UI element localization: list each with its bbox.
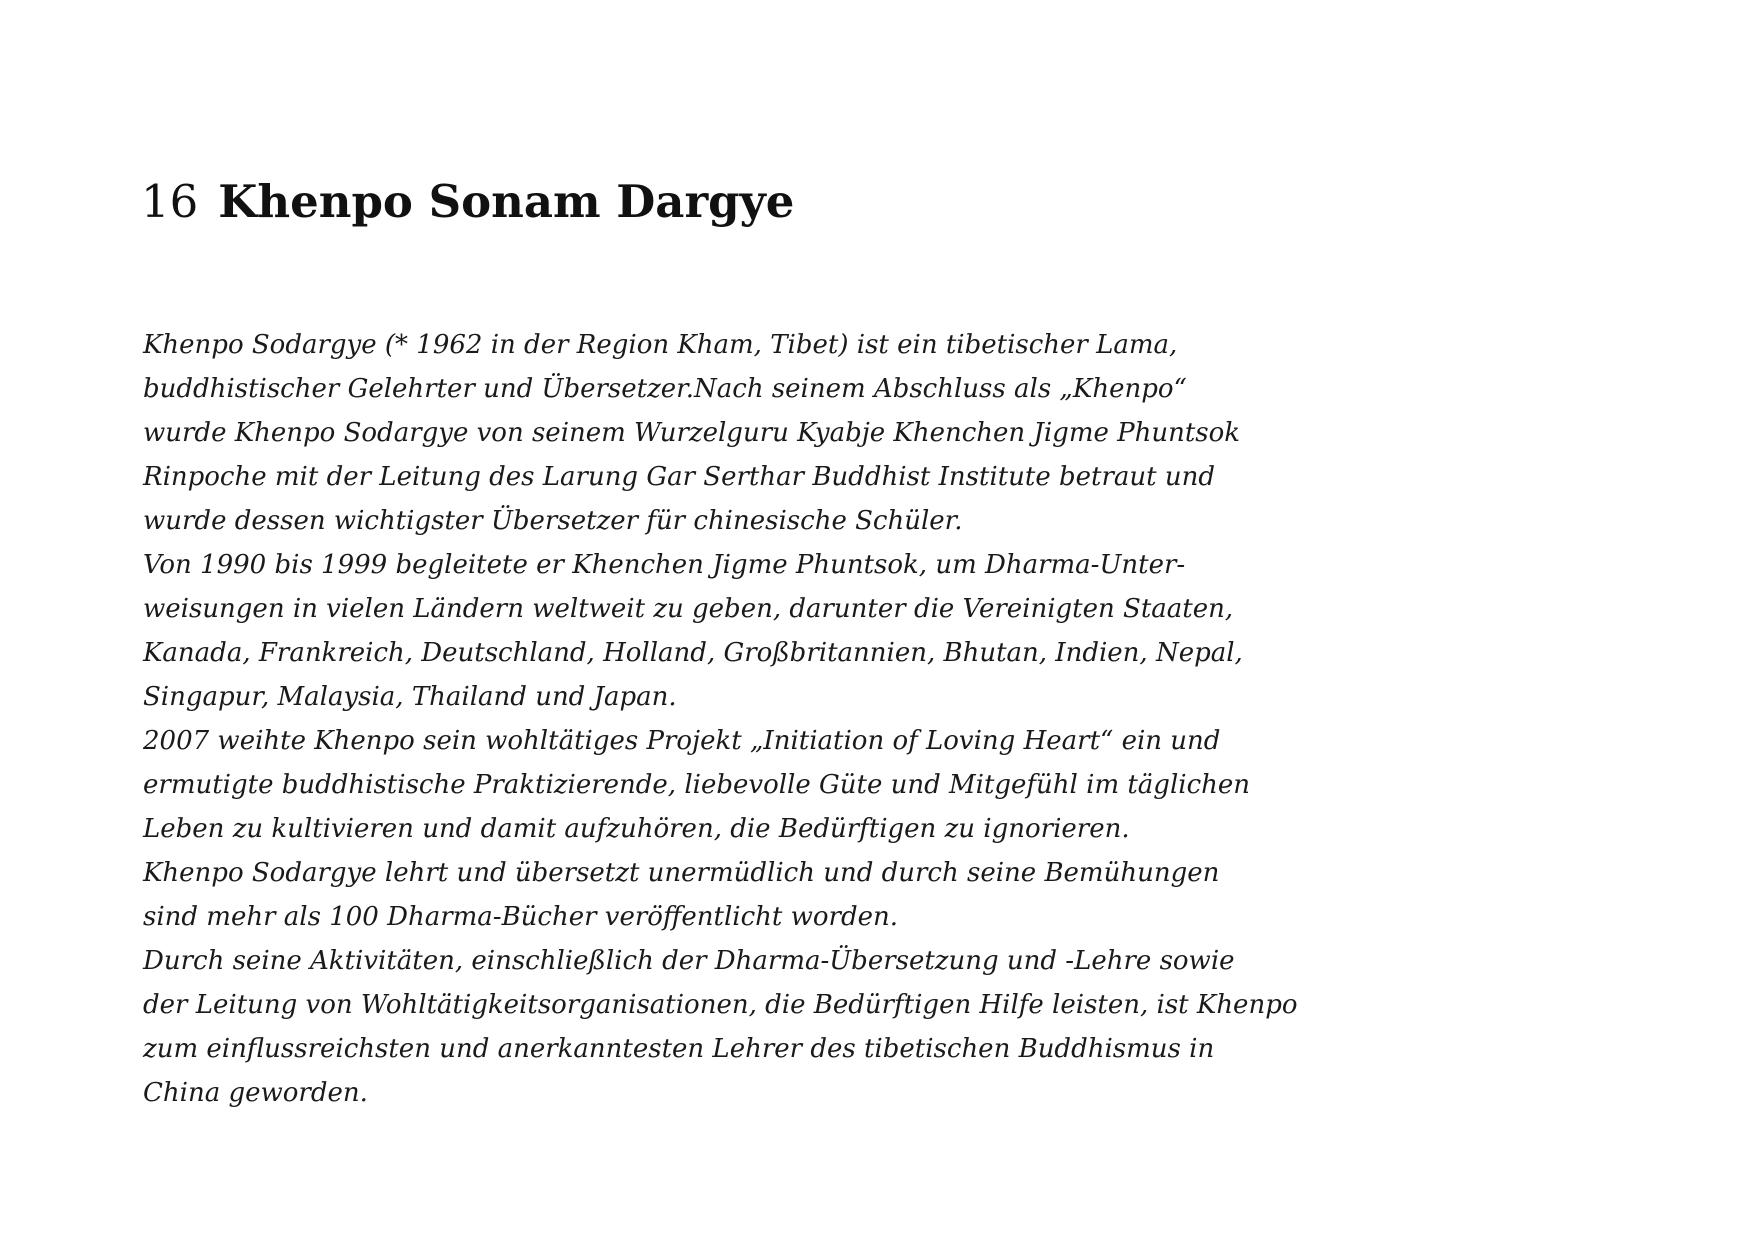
body-line: buddhistischer Gelehrter und Übersetzer.Nach seinem Abschluss als „Khenpo“ bbox=[143, 374, 1187, 404]
body-line: weisungen in vielen Ländern weltweit zu geben, darunter die Vereinigten Staaten, bbox=[143, 594, 1234, 624]
chapter-heading bbox=[141, 172, 794, 232]
body-line: Rinpoche mit der Leitung des Larung Gar Serthar Buddhist Institute betraut und bbox=[143, 462, 1215, 492]
body-line: Kanada, Frankreich, Deutschland, Holland, Großbritannien, Bhutan, Indien, Nepal, bbox=[143, 638, 1243, 668]
body-line: Khenpo Sodargye (* 1962 in der Region Kham, Tibet) ist ein tibetischer Lama, bbox=[143, 330, 1178, 360]
body-line: wurde Khenpo Sodargye von seinem Wurzelguru Kyabje Khenchen Jigme Phuntsok bbox=[143, 418, 1241, 448]
body-line: der Leitung von Wohltätigkeitsorganisationen, die Bedürftigen Hilfe leisten, ist Khenpo bbox=[143, 990, 1298, 1020]
body-line: Leben zu kultivieren und damit aufzuhören, die Bedürftigen zu ignorieren. bbox=[143, 814, 1130, 844]
chapter-title: Khenpo Sonam Dargye bbox=[218, 175, 795, 228]
body-line: zum einflussreichsten und anerkanntesten Lehrer des tibetischen Buddhismus in bbox=[143, 1034, 1215, 1064]
body-line: Khenpo Sodargye lehrt und übersetzt unermüdlich und durch seine Bemühungen bbox=[143, 858, 1220, 888]
body-line: Singapur, Malaysia, Thailand und Japan. bbox=[143, 682, 677, 712]
body-line: wurde dessen wichtigster Übersetzer für chinesische Schüler. bbox=[143, 506, 963, 536]
body-line: Durch seine Aktivitäten, einschließlich der Dharma-Übersetzung und -Lehre sowie bbox=[143, 946, 1235, 976]
body-line: China geworden. bbox=[143, 1078, 368, 1108]
body-line: sind mehr als 100 Dharma-Bücher veröffentlicht worden. bbox=[143, 902, 898, 932]
body-line: Von 1990 bis 1999 begleitete er Khenchen Jigme Phuntsok, um Dharma-Unter- bbox=[143, 550, 1186, 580]
body-paragraph bbox=[143, 323, 1298, 1115]
body-line: 2007 weihte Khenpo sein wohltätiges Projekt „Initiation of Loving Heart“ ein und bbox=[143, 726, 1221, 756]
body-line: ermutigte buddhistische Praktizierende, liebevolle Güte und Mitgefühl im täglichen bbox=[143, 770, 1251, 800]
chapter-number: 16 bbox=[141, 175, 199, 228]
